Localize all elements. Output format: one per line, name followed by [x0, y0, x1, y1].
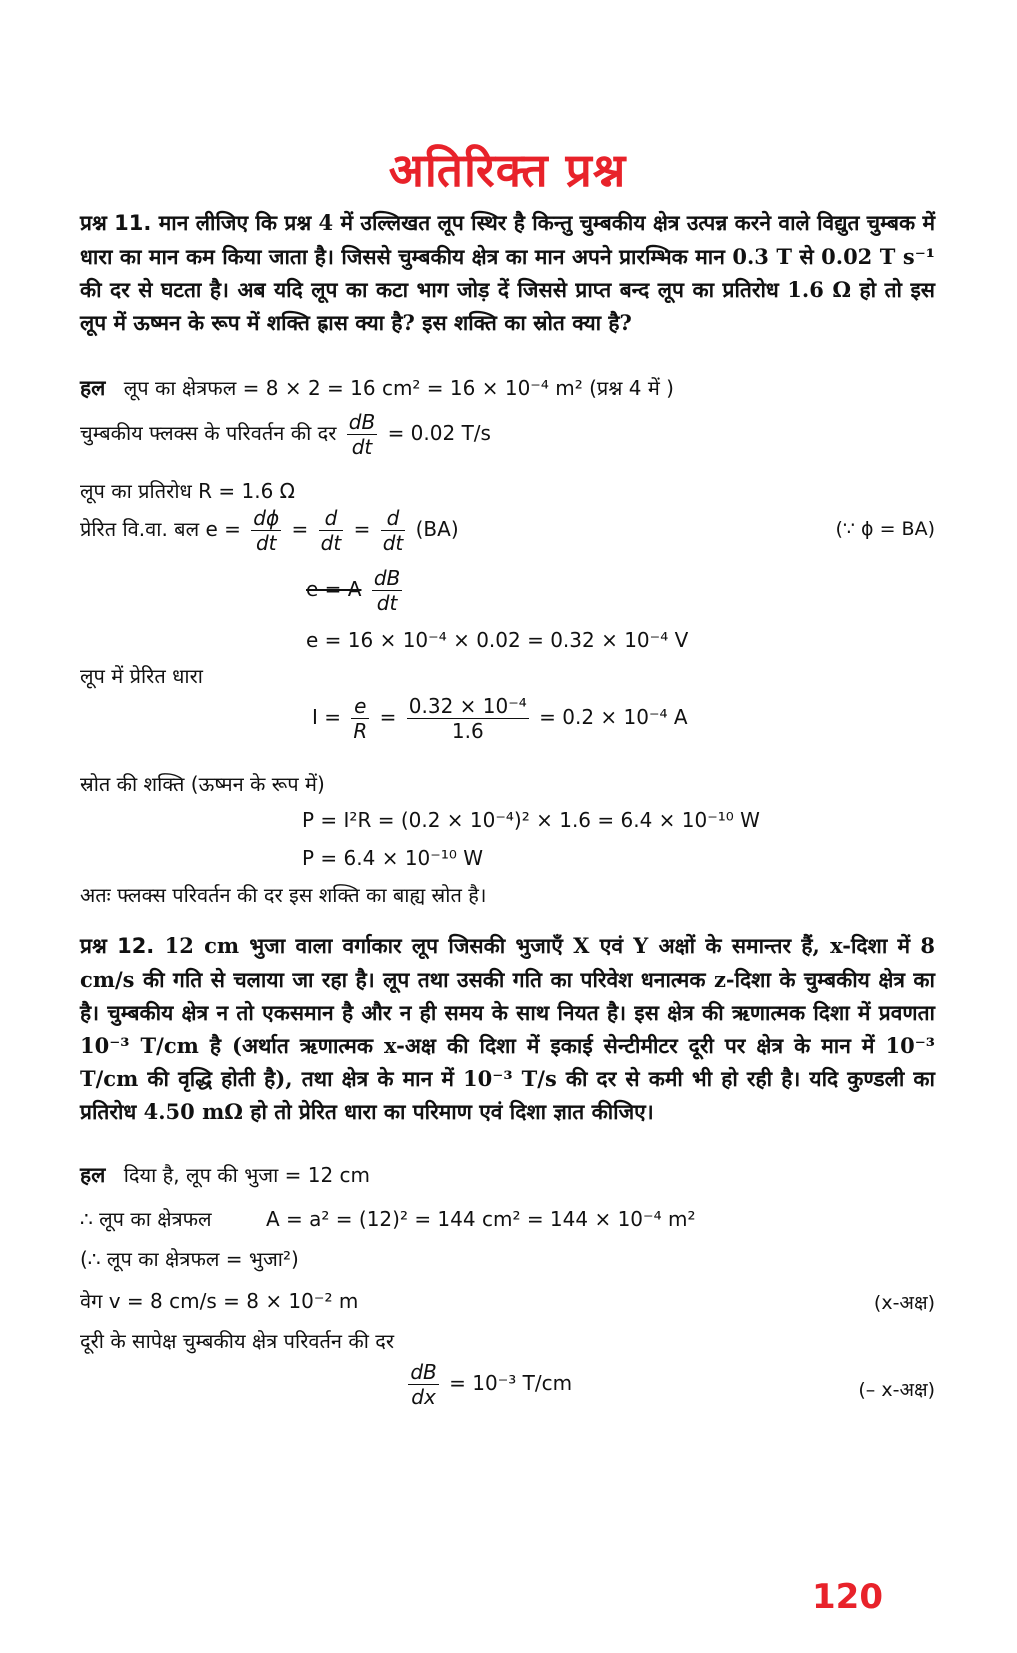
power-label: स्रोत की शक्ति (ऊष्मन के रूप में) [80, 772, 325, 796]
field-rate-line: $\frac{dB}{dx}$ = 10⁻³ T/cm (– x-अक्ष) [410, 1360, 935, 1409]
power-result: P = 6.4 × 10⁻¹⁰ W [302, 846, 483, 870]
emf-formula: e = A $\frac{dB}{dt}$ [306, 566, 401, 615]
field-rate-label: दूरी के सापेक्ष चुम्बकीय क्षेत्र परिवर्तन की दर [80, 1329, 395, 1353]
velocity-line: वेग v = 8 cm/s = 8 × 10⁻² m (x-अक्ष) [80, 1289, 935, 1314]
conclusion: अतः फ्लक्स परिवर्तन की दर इस शक्ति का बाह्य स्रोत है। [80, 883, 487, 907]
question-12 [80, 929, 935, 1128]
area-note: (∴ लूप का क्षेत्रफल = भुजा²) [80, 1247, 299, 1271]
question-11-label: प्रश्न 11. [80, 211, 152, 235]
area-line: ∴ लूप का क्षेत्रफल A = a² = (12)² = 144 cm² = 144 × 10⁻⁴ m² [80, 1207, 696, 1231]
page-title: अतिरिक्त प्रश्न [388, 143, 627, 197]
question-12-label: प्रश्न 12. [80, 934, 155, 958]
solution-12-given: हल दिया है, लूप की भुजा = 12 cm [80, 1163, 371, 1187]
flux-rate-line: चुम्बकीय फ्लक्स के परिवर्तन की दर $\frac{dB}{dt}$ = 0.02 T/s [80, 410, 491, 459]
current-calc: I = $\frac{e}{R}$ = $\frac{\text{0.32 × 10⁻⁴}}{1.6}$ = 0.2 × 10⁻⁴ A [312, 694, 688, 743]
solution-11-area: हल लूप का क्षेत्रफल = 8 × 2 = 16 cm² = 16 × 10⁻⁴ m² (प्रश्न 4 में ) [80, 376, 674, 400]
emf-note: (∵ ϕ = BA) [835, 518, 935, 540]
emf-calc: e = 16 × 10⁻⁴ × 0.02 = 0.32 × 10⁻⁴ V [306, 628, 689, 652]
fraction-dB-dt: $\frac{dB}{dt}$ [348, 410, 376, 459]
question-11 [80, 206, 935, 339]
solution-label: हल [80, 1163, 106, 1187]
current-label: लूप में प्रेरित धारा [80, 664, 203, 688]
power-calc: P = I²R = (0.2 × 10⁻⁴)² × 1.6 = 6.4 × 10⁻¹⁰ W [302, 808, 760, 832]
question-11-text: मान लीजिए कि प्रश्न 4 में उल्लिखत लूप स्थिर है किन्तु चुम्बकीय क्षेत्र उत्पन्न करने वाले विद्युत चुम्बक में धारा का मान कम किया जाता है। जिससे चुम्बकीय क्षेत्र का मान अपने प्रारम्भिक मान 0.3 T से 0.02 T s⁻¹ की दर से घटता है। अब यदि लूप का कटा भाग जोड़ दें जिससे प्राप्त बन्द लूप का प्रतिरोध 1.6 Ω हो तो इस लूप में ऊष्मन के रूप में शक्ति ह्रास क्या है? इस शक्ति का स्रोत क्या है? [80, 210, 936, 335]
emf-line: प्रेरित वि.वा. बल e = $\frac{d\phi}{dt}$ = $\frac{d}{dt}$ = $\frac{d}{dt}$ (BA) (∵ ϕ = BA) [80, 506, 935, 555]
page-number: 120 [812, 1577, 883, 1617]
resistance-line: लूप का प्रतिरोध R = 1.6 Ω [80, 479, 295, 503]
page [80, 0, 935, 1653]
solution-label: हल [80, 376, 106, 400]
question-12-text: 12 cm भुजा वाला वर्गाकार लूप जिसकी भुजाएँ X एवं Y अक्षों के समान्तर हैं, x-दिशा में 8 cm/s की गति से चलाया जा रहा है। लूप तथा उसकी गति का परिवेश धनात्मक z-दिशा के चुम्बकीय क्षेत्र का है। चुम्बकीय क्षेत्र न तो एकसमान है और न ही समय के साथ नियत है। इस क्षेत्र की ऋणात्मक दिशा में प्रवणता 10⁻³ T/cm है (अर्थात ऋणात्मक x-अक्ष की दिशा में इकाई सेन्टीमीटर दूरी पर क्षेत्र के मान में 10⁻³ T/cm की वृद्धि होती है), तथा क्षेत्र के मान में 10⁻³ T/s की दर से कमी भी हो रही है। यदि कुण्डली का प्रतिरोध 4.50 mΩ हो तो प्रेरित धारा का परिमाण एवं दिशा ज्ञात कीजिए। [80, 933, 936, 1124]
